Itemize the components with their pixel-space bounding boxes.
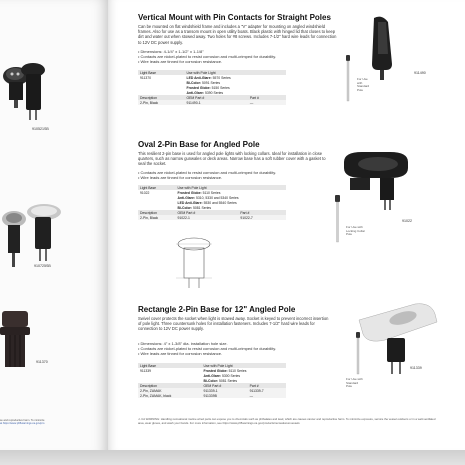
vertical-mount-image <box>368 14 428 94</box>
caution-warning: ⚠ CA WARNING: Handling recreational marine wired parts can expose you to chemicals such as phthalates and lead, which are causes cancer and reproductive harm. To minimize exposure, service the vessel outdoors or in a well-ventilated area, wear gloves, and wash your hands. For more information, see https://www.p65warnings.ca.gov/products/recreational-vessels <box>138 417 436 425</box>
oval-base-drawing <box>172 234 232 294</box>
product-code: 91022 <box>402 219 412 223</box>
rectangle-base-image <box>355 300 445 380</box>
section-description: Swivel cover protects the socket when light is stowed away. Socket is keyed to prevent incorrect insertion of pole light. Three countersunk holes for installation fasteners. Includes 7-1/2" hard wire leads for connection to 12V DC power supply. <box>138 316 329 332</box>
oval-base-image <box>340 148 415 218</box>
spec-table: Light Base Use with Pole Light 911339 Frosted Globe: 5110 Series Anti-Glare: 5300 Series Bi-Color: 5081 Series Description OEM Part # Part # 2-Pin, ZAMAK 911339-1 911339-7 2-Pin, ZAMAK, black 911339B — <box>138 363 286 398</box>
left-footer: se and reproductive harm. To minimize at https://www.p65warnings.ca.gov/pro <box>0 419 45 426</box>
pole-note: For Use with Locking Collar Pole <box>346 225 366 237</box>
section-bullets <box>138 170 338 180</box>
silver-base-cover-image <box>22 200 72 270</box>
product-code: 911370 <box>36 360 48 364</box>
vertical-base-image <box>0 305 60 375</box>
page-bottom-shadow <box>0 450 465 465</box>
product-code: 911339 <box>410 366 422 370</box>
section-title: Oval 2-Pin Base for Angled Pole <box>138 140 260 149</box>
left-page <box>0 0 108 455</box>
section-description: This resilient 2-pin base is used for angled pole lights with locking collars. Ideal for installation in close quarters, such as narrow gunwales or deck areas. Narrow base has a soft rubber cover with a gasket to seal the socket. <box>138 151 326 167</box>
spec-table: Light Base Use with Pole Light 91022 Frosted Globe: 5110 Series Anti-Glare: 5310, 5330 and 5340 Series LED Anti-Glare: 5530 and 5540 Series Bi-Color: 5081 Series Description OEM Part # Part # 2-Pin, Black 91022-1 91022-7 <box>138 185 286 220</box>
bullet: • Contacts are nickel-plated to resist corrosion and multi-crimped for durability. <box>138 346 338 351</box>
section-description: Can be mounted on flat windshield frame and includes a "V" adapter for mounting on angled windshield frames. Also for use as a transom mount in open utility boats. Black plastic with hinged lid that closes to keep dirt and water out when stowed away. Two holes for #8 screws. Includes 7-1/2" hard wire leads for connection to 12V DC power supply. <box>138 24 337 45</box>
section-bullets <box>138 341 338 357</box>
product-code: 910521SB <box>32 127 49 131</box>
section-title: Vertical Mount with Pin Contacts for Straight Poles <box>138 13 331 22</box>
product-code: 911490 <box>414 71 426 75</box>
standard-pole-icon <box>355 332 363 377</box>
bullet: • Wire leads are tinned for corrosion resistance. <box>138 175 338 180</box>
pole-note: For Use with Standard Pole <box>346 377 363 389</box>
product-code: 910725SB <box>34 264 51 268</box>
spec-table: Light Base Use with Pole Light 911370 LED Anti-Glare: 5570 Series Bi-Color: 5091 Series Frosted Globe: 5150 Series Anti-Glare: 5390 Series Description OEM Part # Part # 2-Pin, Black 911490-1 — <box>138 70 286 105</box>
section-bullets <box>138 49 338 65</box>
bullet: • Dimensions: 4-1/4" x 1-1/2" x 1-1/8" <box>138 49 338 54</box>
bullet: • Wire leads are tinned for corrosion resistance. <box>138 351 338 356</box>
locking-collar-pole-icon <box>333 195 343 245</box>
bullet: • Contacts are nickel-plated to resist corrosion and multi-crimped for durability. <box>138 170 338 175</box>
bullet: • Dimensions: 4" x 1-3/8" dia. installation hole size. <box>138 341 338 346</box>
bullet: • Wire leads are tinned for corrosion resistance. <box>138 59 338 64</box>
round-pin-base-cover-image <box>18 60 58 120</box>
pole-note: For Use with Standard Pole <box>357 77 370 92</box>
section-title: Rectangle 2-Pin Base for 12" Angled Pole <box>138 305 296 314</box>
straight-pole-icon <box>345 55 353 105</box>
bullet: • Contacts are nickel-plated to resist corrosion and multi-crimped for durability. <box>138 54 338 59</box>
